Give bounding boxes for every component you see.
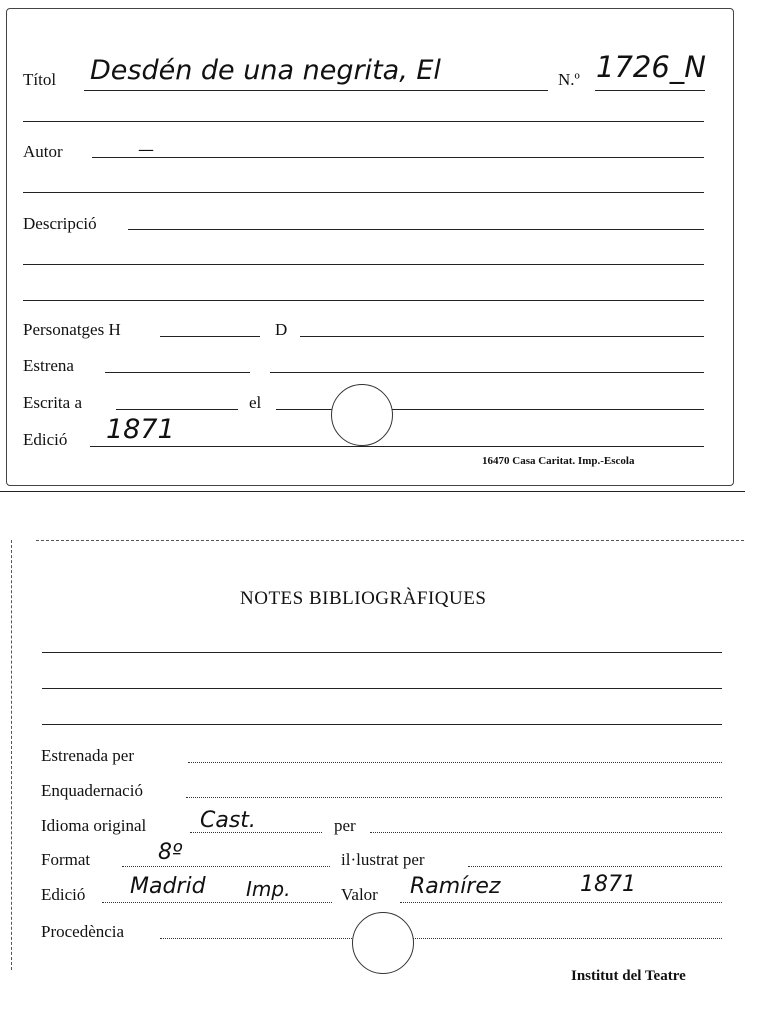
binding-line: [186, 797, 722, 798]
printer-name-value: Ramírez: [410, 874, 501, 899]
premiered-by-line: [188, 762, 722, 763]
edition-line: [90, 446, 704, 447]
written-date-label: el: [249, 393, 262, 412]
value-line: [400, 902, 722, 903]
language-label: Idioma original: [41, 816, 147, 835]
edition-label: Edició: [23, 430, 68, 449]
notes-line-1: [42, 652, 722, 653]
characters-d-label: D: [275, 320, 288, 339]
language-value: Cast.: [200, 808, 256, 833]
notes-line-2: [42, 688, 722, 689]
provenance-line: [160, 938, 722, 939]
characters-label: Personatges H: [23, 320, 121, 339]
edition-place-value: Madrid: [130, 874, 206, 899]
card2-top-edge: [36, 540, 744, 541]
title-label: Títol: [23, 70, 57, 89]
value-label: Valor: [341, 885, 378, 904]
edition-imp-value: Imp.: [246, 877, 291, 901]
format-value: 8º: [158, 840, 183, 865]
illustrated-by-label: il·lustrat per: [341, 850, 425, 869]
binding-label: Enquadernació: [41, 781, 143, 800]
language-per-line: [370, 832, 722, 833]
author-value: —: [138, 140, 154, 159]
language-per-label: per: [334, 816, 356, 835]
written-in-line: [116, 409, 238, 410]
edition2-label: Edició: [41, 885, 86, 904]
number-line: [595, 90, 705, 91]
edition-year-value: 1871: [580, 872, 636, 897]
notes-line-3: [42, 724, 722, 725]
description-line: [128, 229, 704, 230]
premiere-line: [105, 372, 250, 373]
format-line: [122, 866, 330, 867]
characters-h-line: [160, 336, 260, 337]
format-label: Format: [41, 850, 91, 869]
number-value: 1726_N: [596, 50, 706, 84]
title-value: Desdén de una negrita, El: [90, 55, 441, 86]
author-line: [92, 157, 704, 158]
author-line-2: [23, 192, 704, 193]
premiere-label: Estrena: [23, 356, 74, 375]
description-line-2: [23, 264, 704, 265]
characters-d-line: [300, 336, 704, 337]
title-line-2: [23, 121, 704, 122]
institute-footer: Institut del Teatre: [571, 968, 686, 984]
description-line-3: [23, 300, 704, 301]
description-label: Descripció: [23, 214, 97, 233]
edition2-line: [102, 902, 332, 903]
number-label: N.º: [558, 70, 580, 89]
card-separator: [0, 491, 745, 492]
edition-value: 1871: [106, 414, 175, 445]
punch-hole-top: [331, 384, 393, 446]
title-line: [84, 90, 548, 91]
author-label: Autor: [23, 142, 63, 161]
premiere-line-2: [270, 372, 704, 373]
provenance-label: Procedència: [41, 922, 125, 941]
illustrated-by-line: [468, 866, 722, 867]
written-in-label: Escrita a: [23, 393, 82, 412]
punch-hole-bottom: [352, 912, 414, 974]
card2-left-edge: [11, 540, 12, 970]
printer-imprint: 16470 Casa Caritat. Imp.-Escola: [482, 455, 635, 467]
notes-heading: NOTES BIBLIOGRÀFIQUES: [240, 588, 487, 609]
premiered-by-label: Estrenada per: [41, 746, 134, 765]
